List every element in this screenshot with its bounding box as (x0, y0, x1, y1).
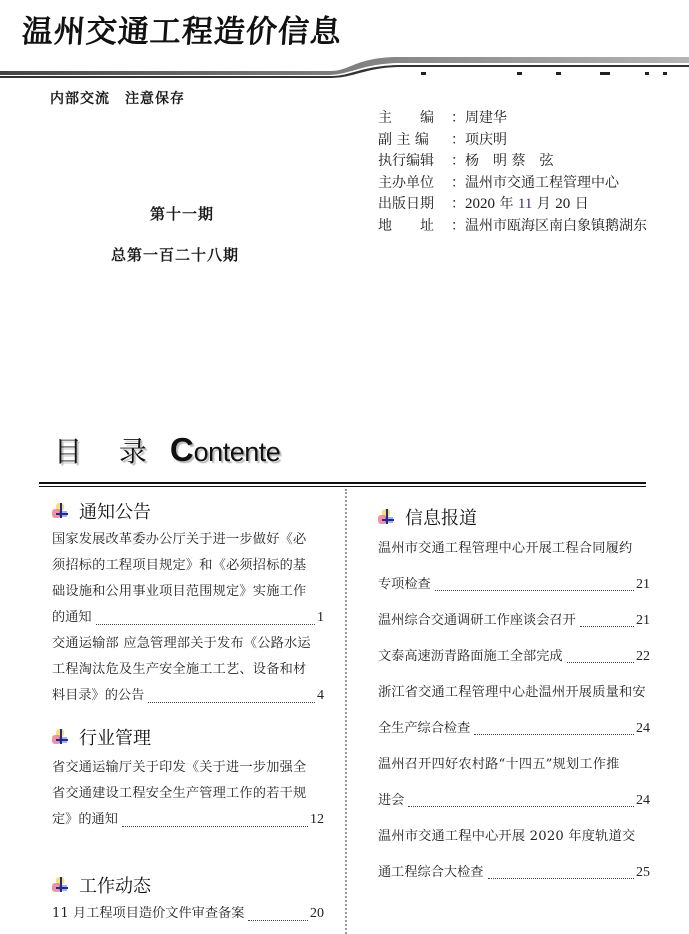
contents-rule (39, 482, 646, 484)
toc-entry[interactable]: 交通运输部 应急管理部关于发布《公路水运 工程淘汰危及生产安全施工工艺、设备和材 料目录》的公告 4 (52, 631, 324, 709)
toc-entry[interactable]: 温州综合交通调研工作座谈会召开 21 (378, 603, 650, 639)
executive-editors: 杨 明 蔡 弦 (465, 153, 554, 169)
leader-dots (474, 734, 634, 735)
leader-dots (122, 826, 308, 827)
publish-date: 2020 年 11 月 20 日 (465, 196, 589, 212)
editor-in-chief-row: 主 编 ： 周建华 (378, 108, 647, 130)
editor-in-chief: 周建华 (465, 110, 507, 126)
toc-section-notice (52, 527, 324, 709)
executive-editors-row: 执行编辑 ： 杨 明 蔡 弦 (378, 151, 647, 173)
leader-dots (408, 806, 634, 807)
deputy-editor: 项庆明 (465, 131, 507, 148)
bullet-pin-icon (378, 508, 396, 526)
organizer-row: 主办单位 ： 温州市交通工程管理中心 (378, 173, 647, 195)
bullet-pin-icon (52, 876, 70, 894)
toc-entry[interactable]: 温州召开四好农村路“十四五”规划工作推 进会 24 (378, 747, 650, 819)
toc-section-work (52, 901, 324, 927)
toc-entry[interactable]: 温州市交通工程管理中心开展工程合同履约 专项检查 21 (378, 531, 650, 603)
section-heading-work: 工作动态 (52, 872, 151, 898)
contents-title: 目 录 Contente (54, 431, 281, 468)
bullet-pin-icon (52, 502, 70, 520)
section-heading-industry: 行业管理 (52, 724, 151, 750)
address: 温州市瓯海区南白象镇鹅湖东 (465, 217, 647, 234)
editorial-info (378, 108, 647, 237)
page-number: 4 (317, 688, 324, 703)
page-number: 25 (636, 865, 650, 880)
organizer: 温州市交通工程管理中心 (465, 174, 619, 191)
leader-dots (580, 626, 634, 627)
leader-dots (488, 878, 635, 879)
issue-number: 第十一期 (150, 205, 215, 223)
leader-dots (435, 590, 634, 591)
page-number: 22 (636, 649, 650, 664)
toc-section-news (378, 531, 650, 891)
publish-date-row: 出版日期 ： 2020 年 11 月 20 日 (378, 194, 647, 216)
internal-circulation-note: 内部交流 注意保存 (50, 91, 185, 107)
masthead-swoosh-decoration (0, 50, 689, 85)
toc-entry[interactable]: 浙江省交通工程管理中心赴温州开展质量和安 全生产综合检查 24 (378, 675, 650, 747)
leader-dots (96, 624, 315, 625)
leader-dots (248, 920, 308, 921)
page-number: 21 (636, 577, 650, 592)
address-row: 地 址 ： 温州市瓯海区南白象镇鹅湖东 (378, 216, 647, 238)
toc-section-industry (52, 755, 324, 833)
deputy-editor-row: 副 主 编 ： 项庆明 (378, 130, 647, 152)
section-heading-news: 信息报道 (378, 504, 477, 530)
bullet-pin-icon (52, 728, 70, 746)
page-number: 20 (310, 906, 324, 921)
toc-entry[interactable]: 文泰高速沥青路面施工全部完成 22 (378, 639, 650, 675)
page-number: 21 (636, 613, 650, 628)
issue-total-number: 总第一百二十八期 (111, 246, 240, 264)
column-divider (345, 489, 347, 934)
contents-rule-thin (39, 486, 646, 487)
page-number: 24 (636, 793, 650, 808)
toc-entry[interactable]: 国家发展改革委办公厅关于进一步做好《必 须招标的工程项目规定》和《必须招标的基 础设施和公用事业项目范围规定》实施工作 的通知 1 (52, 527, 324, 631)
page-number: 12 (310, 812, 324, 827)
leader-dots (148, 702, 315, 703)
page-number: 24 (636, 721, 650, 736)
page-number: 1 (317, 610, 324, 625)
masthead-title: 温州交通工程造价信息 (20, 14, 344, 50)
leader-dots (567, 662, 634, 663)
toc-entry[interactable]: 11 月工程项目造价文件审查备案 20 (52, 901, 324, 927)
section-heading-notice: 通知公告 (52, 498, 151, 524)
toc-entry[interactable]: 温州市交通工程中心开展 2020 年度轨道交 通工程综合大检查 25 (378, 819, 650, 891)
toc-entry[interactable]: 省交通运输厅关于印发《关于进一步加强全 省交通建设工程安全生产管理工作的若干规 定》的通知 12 (52, 755, 324, 833)
